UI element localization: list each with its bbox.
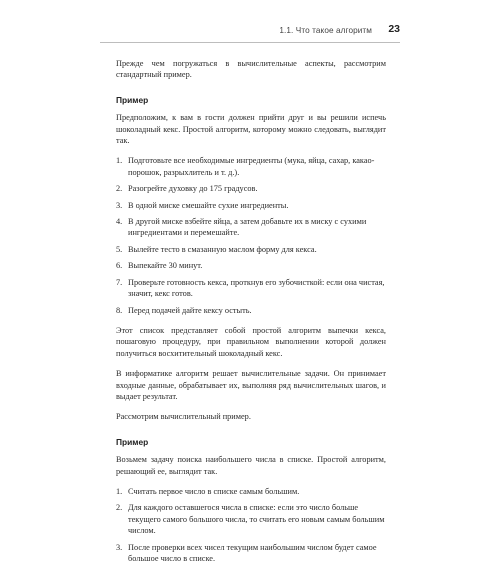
section-title: 1.1. Что такое алгоритм (279, 26, 372, 35)
list-number: 3. (116, 542, 123, 552)
list-text: Подготовьте все необходимые ингредиенты (мука, яйца, сахар, какао-порошок, разрыхлитель и т. д.). (128, 156, 375, 177)
heading-example-2: Пример (116, 436, 149, 447)
list-item (116, 216, 386, 239)
list-item (116, 277, 386, 300)
list-text: Выпекайте 30 минут. (128, 261, 203, 271)
paragraph-intro: Прежде чем погружаться в вычислительные аспекты, рассмотрим стандартный пример. (116, 59, 386, 80)
list-item (116, 183, 386, 194)
cake-steps-list (116, 155, 386, 315)
running-header (100, 22, 400, 43)
paragraph-cake-intro: Предположим, к вам в гости должен прийти друг и вы решили испечь шоколадный кекс. Простой алгоритм, которому можно следовать, выглядит так. (116, 113, 386, 146)
list-text: В другой миске взбейте яйца, а затем добавьте их в миску с сухими ингредиентами и перемешайте. (128, 217, 367, 238)
list-text: Для каждого оставшегося числа в списке: если это число больше текущего самого большого числа, то считать его новым самым большим числом. (128, 503, 385, 536)
list-item (116, 244, 386, 255)
list-number: 7. (116, 277, 123, 287)
list-text: Разогрейте духовку до 175 градусов. (128, 184, 258, 194)
list-text: Проверьте готовность кекса, проткнув его зубочисткой: если она чистая, значит, кекс готов. (128, 277, 385, 299)
list-item (116, 305, 386, 316)
list-number: 2. (116, 503, 123, 513)
page-number: 23 (388, 23, 400, 35)
list-item (116, 502, 386, 536)
heading-example-1: Пример (116, 94, 149, 105)
list-number: 8. (116, 305, 123, 315)
list-text: Считать первое число в списке самым большим. (128, 486, 300, 496)
list-number: 5. (116, 244, 123, 254)
list-number: 3. (116, 200, 123, 210)
list-item (116, 486, 386, 497)
page-body (116, 58, 386, 573)
list-item (116, 155, 386, 178)
list-text: В одной миске смешайте сухие ингредиенты. (128, 200, 289, 210)
list-number: 2. (116, 184, 123, 194)
list-text: Перед подачей дайте кексу остыть. (128, 305, 252, 315)
max-steps-list (116, 486, 386, 564)
paragraph-computational-example: Рассмотрим вычислительный пример. (116, 412, 251, 422)
list-number: 1. (116, 156, 123, 166)
list-number: 4. (116, 217, 123, 227)
list-item (116, 542, 386, 565)
list-item (116, 200, 386, 211)
list-text: После проверки всех чисел текущим наибольшим числом будет самое большое число в списке. (128, 542, 377, 563)
paragraph-cs-algorithm: В информатике алгоритм решает вычислительные задачи. Он принимает входные данные, обрабатывает их, выполняя ряд вычислительных шагов, и выдает результат. (116, 369, 386, 401)
list-item (116, 260, 386, 271)
list-number: 1. (116, 486, 123, 496)
paragraph-max-intro: Возьмем задачу поиска наибольшего числа в списке. Простой алгоритм, решающий ее, выглядит так. (116, 455, 386, 476)
paragraph-cake-summary: Этот список представляет собой простой алгоритм выпечки кекса, пошаговую процедуру, при правильном выполнении которой должен получиться восхитительный шоколадный кекс. (116, 325, 386, 358)
list-text: Вылейте тесто в смазанную маслом форму для кекса. (128, 244, 317, 254)
list-number: 6. (116, 261, 123, 271)
